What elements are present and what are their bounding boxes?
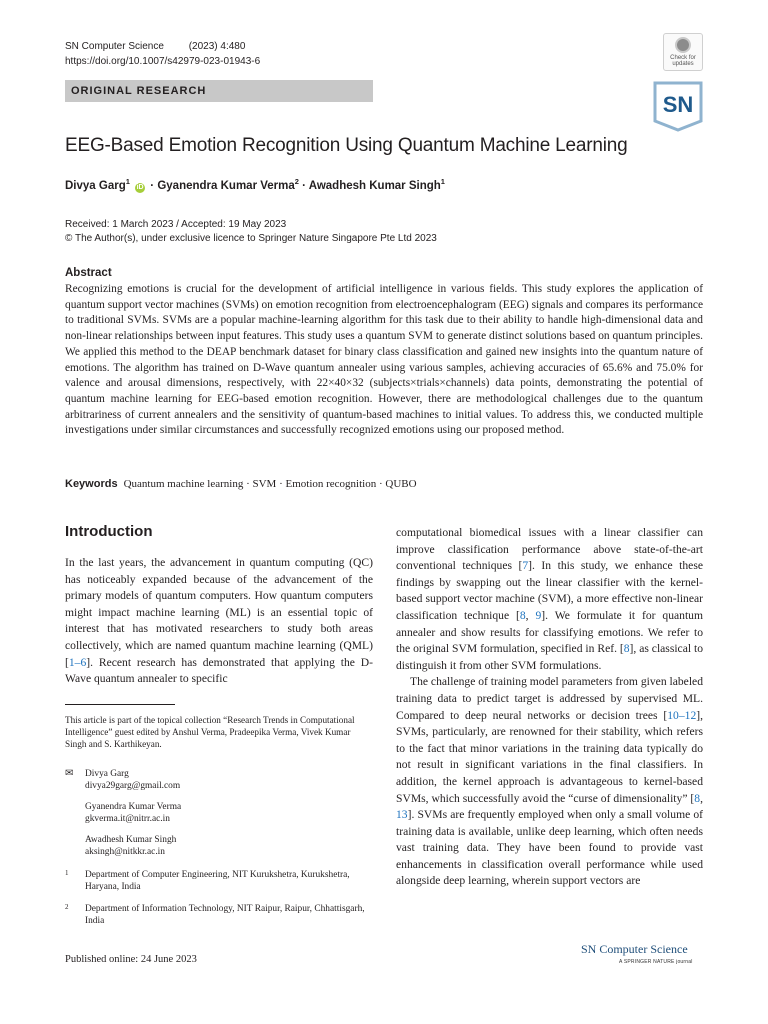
citation-link[interactable]: 1–6 [68,655,87,669]
sn-logo [652,80,704,132]
orcid-icon[interactable]: iD [136,183,144,191]
journal-citation [65,41,267,52]
received-accepted: Received: 1 March 2023 / Accepted: 19 May 2023 [65,219,287,230]
author-name[interactable]: Divya Garg$^1$ [65,177,130,192]
email-link[interactable]: divya29garg@gmail.com [85,781,181,791]
article-dates [65,218,437,246]
footnote-divider [65,704,175,705]
affiliation-item: 2 Department of Information Technology, NIT Raipur, Raipur, Chhattisgarh, India [65,903,365,926]
corresponding-contacts [65,768,181,867]
citation-link[interactable]: 10–12 [667,708,697,722]
journal-volume: (2023) 4:480 [188,41,246,52]
contact-entry: Awadhesh Kumar Singh aksingh@nitkkr.ac.in [85,834,181,858]
keywords-list: Quantum machine learning · SVM · Emotion recognition · QUBO [123,478,417,490]
introduction-heading: Introduction [65,523,153,540]
citation-link[interactable]: 8 [694,791,701,805]
keywords-line [65,478,417,490]
article-type-banner: ORIGINAL RESEARCH [65,80,373,102]
email-link[interactable]: gkverma.it@nitrr.ac.in [85,814,170,824]
footer-journal-name: SN Computer Science [581,942,688,956]
intro-paragraph: computational biomedical issues with a linear classifier can improve classification performance above state-of-the-art conventional techniques [7]. In this study, we enhance these findings by swapping out the linear classifier with the kernel-based support vector machine (SVM), a more effective non-linear classification technique [8, 9]. We formulate it for quantum annealer and show results for classifying emotions. We refer to the original SVM formulation, specified in Ref. [8], as classical to distinguish it from other SVM formulations. [396,526,703,672]
copyright-line: © The Author(s), under exclusive licence to Springer Nature Singapore Pte Ltd 2023 [65,233,437,244]
svg-text:SN: SN [662,92,694,117]
intro-paragraph: The challenge of training model parameters from given labeled training data to predict target is addressed by supervised ML. Compared to deep neural networks or decision trees [10–12], SVMs, particularly, are renowned for their stability, which refers to the fact that minor variations in the training data typically do not result in significant variations in the final classifiers. In addition, the kernel approach is advantageous to kernel-based SVMs, which successfully avoid the “curse of dimensionality” [8, 13]. SVMs are frequently employed when only a small volume of training data is available, unlike deep learning, which often needs vast training data. They have been found to provide vast enhancements in classification overall performance while used alongside deep learning, wherein support vectors are [396,675,703,888]
collection-note: This article is part of the topical collection “Research Trends in Computational Intelligence” guest edited by Anshul Verma, Pradeepika Verma, Vivek Kumar Singh and S. Karthikeyan. [65,715,355,750]
intro-right-column [396,525,703,890]
email-link[interactable]: aksingh@nitkkr.ac.in [85,847,165,857]
citation-link[interactable]: 8 [519,608,526,622]
doi-link[interactable]: https://doi.org/10.1007/s42979-023-01943-6 [65,56,261,67]
keywords-label: Keywords [65,478,118,490]
check-for-updates-button[interactable]: Check for updates [663,33,703,71]
contact-entry: Gyanendra Kumar Verma gkverma.it@nitrr.ac.in [85,802,182,824]
publisher-logo: A SPRINGER NATURE journal [619,959,693,965]
intro-left-column [65,555,373,688]
article-title: EEG-Based Emotion Recognition Using Quantum Machine Learning [65,135,628,156]
abstract-text: Recognizing emotions is crucial for the development of artificial intelligence in various fields. This study explores the application of quantum support vector machines (SVMs) on emotion recognition from electroencephalogram (EEG) signals and compares its performance to traditional SVMs. SVMs are a popular machine-learning algorithm for this task due to their ability to handle high-dimensional data and non-linear relationships between input features. This study uses a quantum SVM to generate distinct solutions based on quantum principles. We applied this method to the DEAP benchmark dataset for binary class classification and gained new insights into the quantum nature of emotions. The algorithm has trained on D-Wave quantum annealer using various samples, achieving accuracies of 65.6% and 75.0% for valence and arousal dimensions, respectively, with 22×40×32 (subjects×trials×channels) data points, demonstrating the potential of quantum machine learning for EEG-based emotion recognition. However, there are methodological challenges due to the quantum arbitrariness of current annealers and the sensitivity of quantum-based machines to initial values. To address this, we conducted multiple investigations under similar circumstances and successfully recognized emotions using our proposed method. [65,283,703,437]
check-updates-icon [675,37,691,53]
author-name[interactable]: Awadhesh Kumar Singh$^1$ [308,177,445,192]
abstract-heading: Abstract [65,267,112,279]
affiliation-item: 1 Department of Computer Engineering, NIT Kurukshetra, Kurukshetra, Haryana, India [65,869,350,892]
citation-link[interactable]: 13 [396,808,408,822]
citation-link[interactable]: 9 [535,608,542,622]
citation-link[interactable]: 7 [522,559,529,573]
author-name[interactable]: Gyanendra Kumar Verma$^2$ [157,177,299,192]
contact-entry: Divya Garg divya29garg@gmail.com [85,769,181,791]
journal-name: SN Computer Science [65,41,164,52]
citation-link[interactable]: 8 [623,642,630,656]
author-list: Divya Garg$^1$ iD · Gyanendra Kumar Verma$^2$ · Awadhesh Kumar Singh$^1$ [65,177,445,192]
intro-paragraph: In the last years, the advancement in quantum computing (QC) has noticeably expanded because of the advancement of the primary models of quantum computers. How quantum computers might impact machine learning (ML) is an essential topic of interest that has motivated researchers to study both areas collectively, which are named quantum machine learning (QML) [1–6]. Recent research has demonstrated that applying the D-Wave quantum annealer to specific [65,556,373,686]
published-date: Published online: 24 June 2023 [65,954,197,965]
envelope-icon: ✉ [65,768,74,779]
